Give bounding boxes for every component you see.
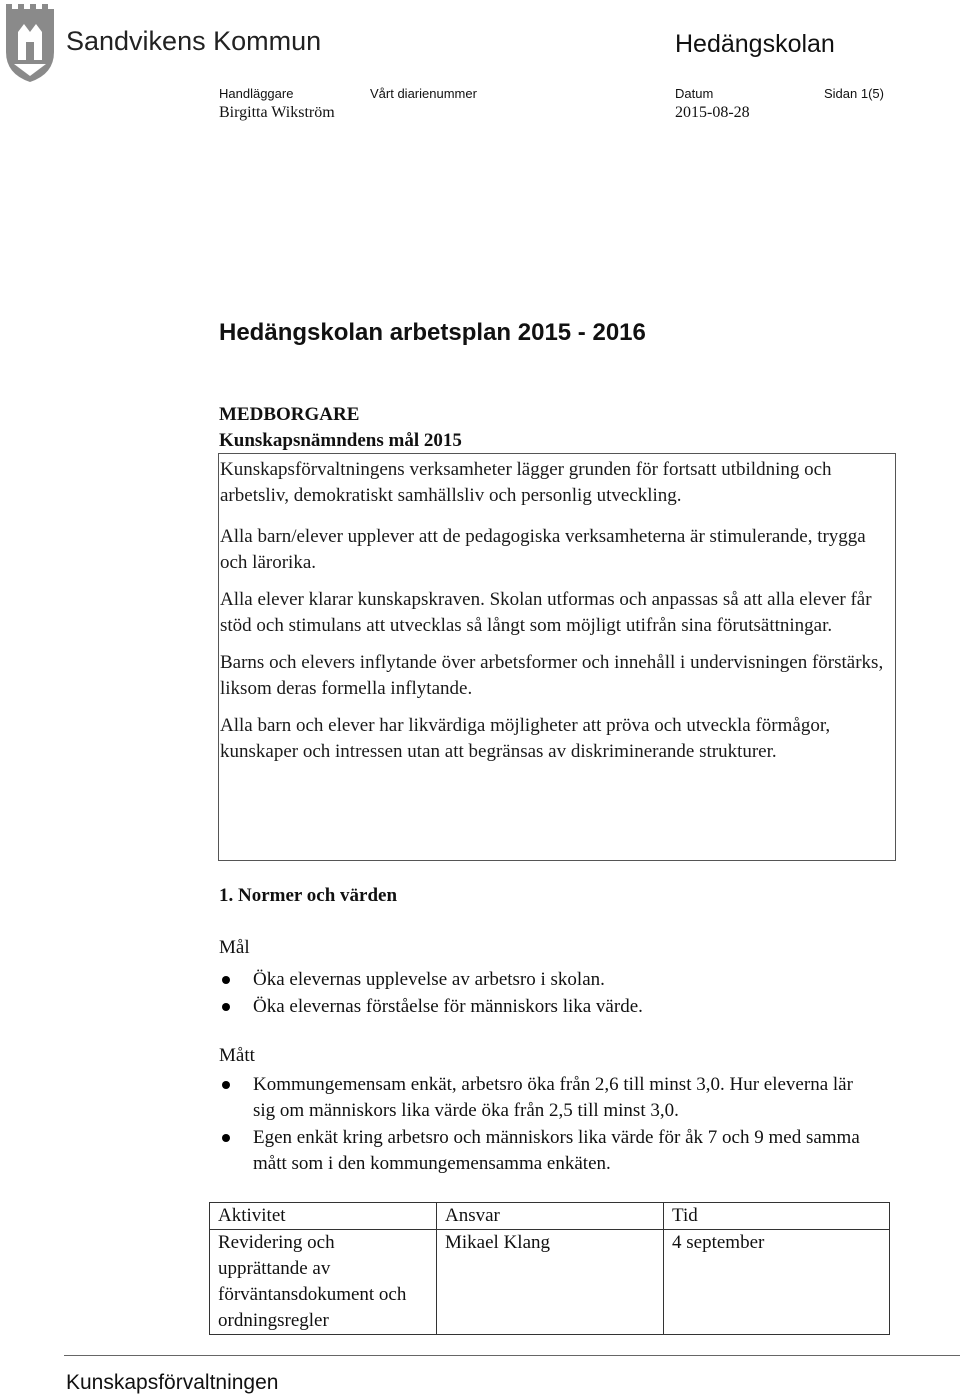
document-title: Hedängskolan arbetsplan 2015 - 2016 [219,319,646,346]
section-title: MEDBORGARE [219,404,360,425]
date-value: 2015-08-28 [675,104,750,121]
header-school-name: Hedängskolan [675,30,835,58]
bullet-dot [222,1134,230,1142]
goal-paragraph: Kunskapsförvaltningens verksamheter lägger grunden för fortsatt utbildning och arbetsliv, demokratiskt samhällsliv och personlig utveckling. [220,459,832,506]
page-number: Sidan 1(5) [824,86,884,101]
list-item: Egen enkät kring arbetsro och människors lika värde för åk 7 och 9 med samma mått som i den kommungemensamma enkäten. [219,1125,879,1177]
date-label: Datum [675,86,714,101]
footer-divider [64,1355,960,1356]
table-row [210,1230,890,1335]
activity-table [209,1202,890,1335]
goal-paragraph: Alla barn och elever har likvärdiga möjligheter att pröva och utveckla förmågor, kunskaper och intressen utan att begränsas av diskriminerande strukturer. [220,715,831,762]
list-item: Öka elevernas upplevelse av arbetsro i skolan. [219,967,879,993]
section-heading [219,402,462,454]
section-subtitle: Kunskapsnämndens mål 2015 [219,430,462,451]
table-cell: Revidering och upprättande av förväntansdokument och ordningsregler [210,1230,437,1335]
bullet-dot [222,976,230,984]
bullet-dot [222,1081,230,1089]
measures-label: Mått [219,1045,255,1066]
goals-list [219,967,879,1021]
norms-heading: 1. Normer och värden [219,885,398,906]
handler-label: Handläggare [219,86,294,101]
goals-label: Mål [219,937,250,958]
goal-paragraph: Alla elever klarar kunskapskraven. Skolan utformas och anpassas så att alla elever får stöd och stimulans att utvecklas så långt som möjligt utifrån sina förutsättningar. [220,589,872,636]
handler-name: Birgitta Wikström [219,104,335,121]
footer-department: Kunskapsförvaltningen [66,1371,279,1394]
measures-list [219,1072,879,1178]
coat-of-arms-logo [4,2,56,84]
table-cell: 4 september [664,1230,890,1335]
list-item: Kommungemensam enkät, arbetsro öka från 2,6 till minst 3,0. Hur eleverna lär sig om människors lika värde öka från 2,5 till minst 3,0. [219,1072,879,1124]
column-header-time: Tid [664,1203,890,1230]
table-cell: Mikael Klang [437,1230,664,1335]
goal-paragraph: Barns och elevers inflytande över arbetsformer och innehåll i undervisningen förstärks, liksom deras formella inflytande. [220,652,884,699]
diary-number-label: Vårt diarienummer [370,86,477,101]
column-header-responsible: Ansvar [437,1203,664,1230]
organization-name: Sandvikens Kommun [66,26,322,56]
goals-box [218,453,896,861]
bullet-dot [222,1003,230,1011]
table-header-row [210,1203,890,1230]
goal-paragraph: Alla barn/elever upplever att de pedagogiska verksamheterna är stimulerande, trygga och lärorika. [220,526,866,573]
column-header-activity: Aktivitet [210,1203,437,1230]
list-item: Öka elevernas förståelse för människors lika värde. [219,994,879,1020]
